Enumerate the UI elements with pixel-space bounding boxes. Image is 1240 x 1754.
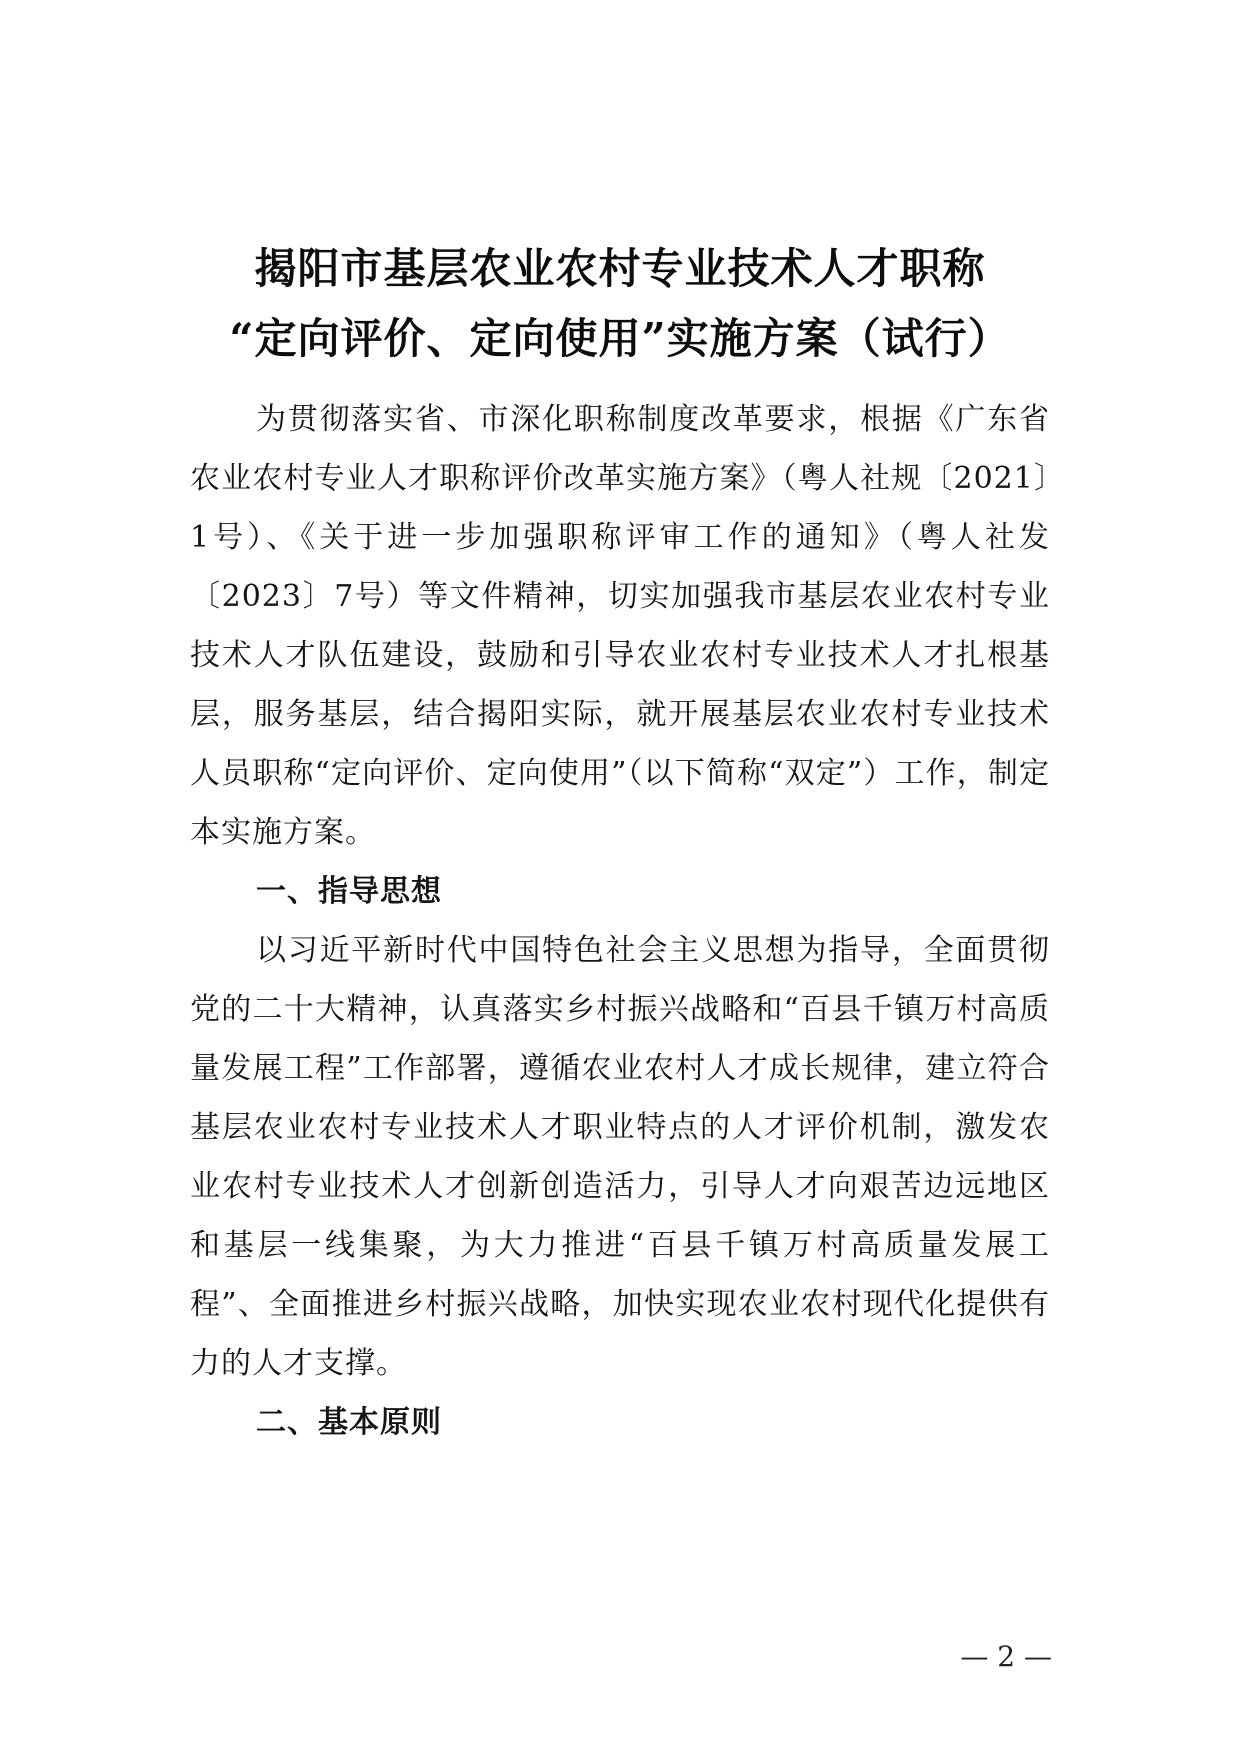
document-title-line1: 揭阳市基层农业农村专业技术人才职称	[254, 244, 986, 293]
document-title-line2: “定向评价、定向使用”实施方案（试行）	[229, 314, 1011, 363]
section1-paragraph: 以习近平新时代中国特色社会主义思想为指导，全面贯彻党的二十大精神，认真落实乡村振兴战略和“百县千镇万村高质量发展工程”工作部署，遵循农业农村人才成长规律，建立符合基层农业农村专业技术人才职业特点的人才评价机制，激发农业农村专业技术人才创新创造活力，引导人才向艰苦边远地区和基层一线集聚，为大力推进“百县千镇万村高质量发展工程”、全面推进乡村振兴战略，加快实现农业农村现代化提供有力的人才支撑。	[190, 933, 1050, 1381]
intro-paragraph: 为贯彻落实省、市深化职称制度改革要求，根据《广东省农业农村专业人才职称评价改革实施方案》（粤人社规〔2021〕1号）、《关于进一步加强职称评审工作的通知》（粤人社发〔2023〕7号）等文件精神，切实加强我市基层农业农村专业技术人才队伍建设，鼓励和引导农业农村专业技术人才扎根基层，服务基层，结合揭阳实际，就开展基层农业农村专业技术人员职称“定向评价、定向使用”（以下简称“双定”）工作，制定本实施方案。	[190, 402, 1050, 850]
section2-heading: 二、基本原则	[256, 1405, 442, 1440]
document-body	[190, 390, 1050, 1452]
page-number: — 2 —	[960, 1640, 1052, 1673]
section1-heading: 一、指导思想	[256, 874, 442, 909]
